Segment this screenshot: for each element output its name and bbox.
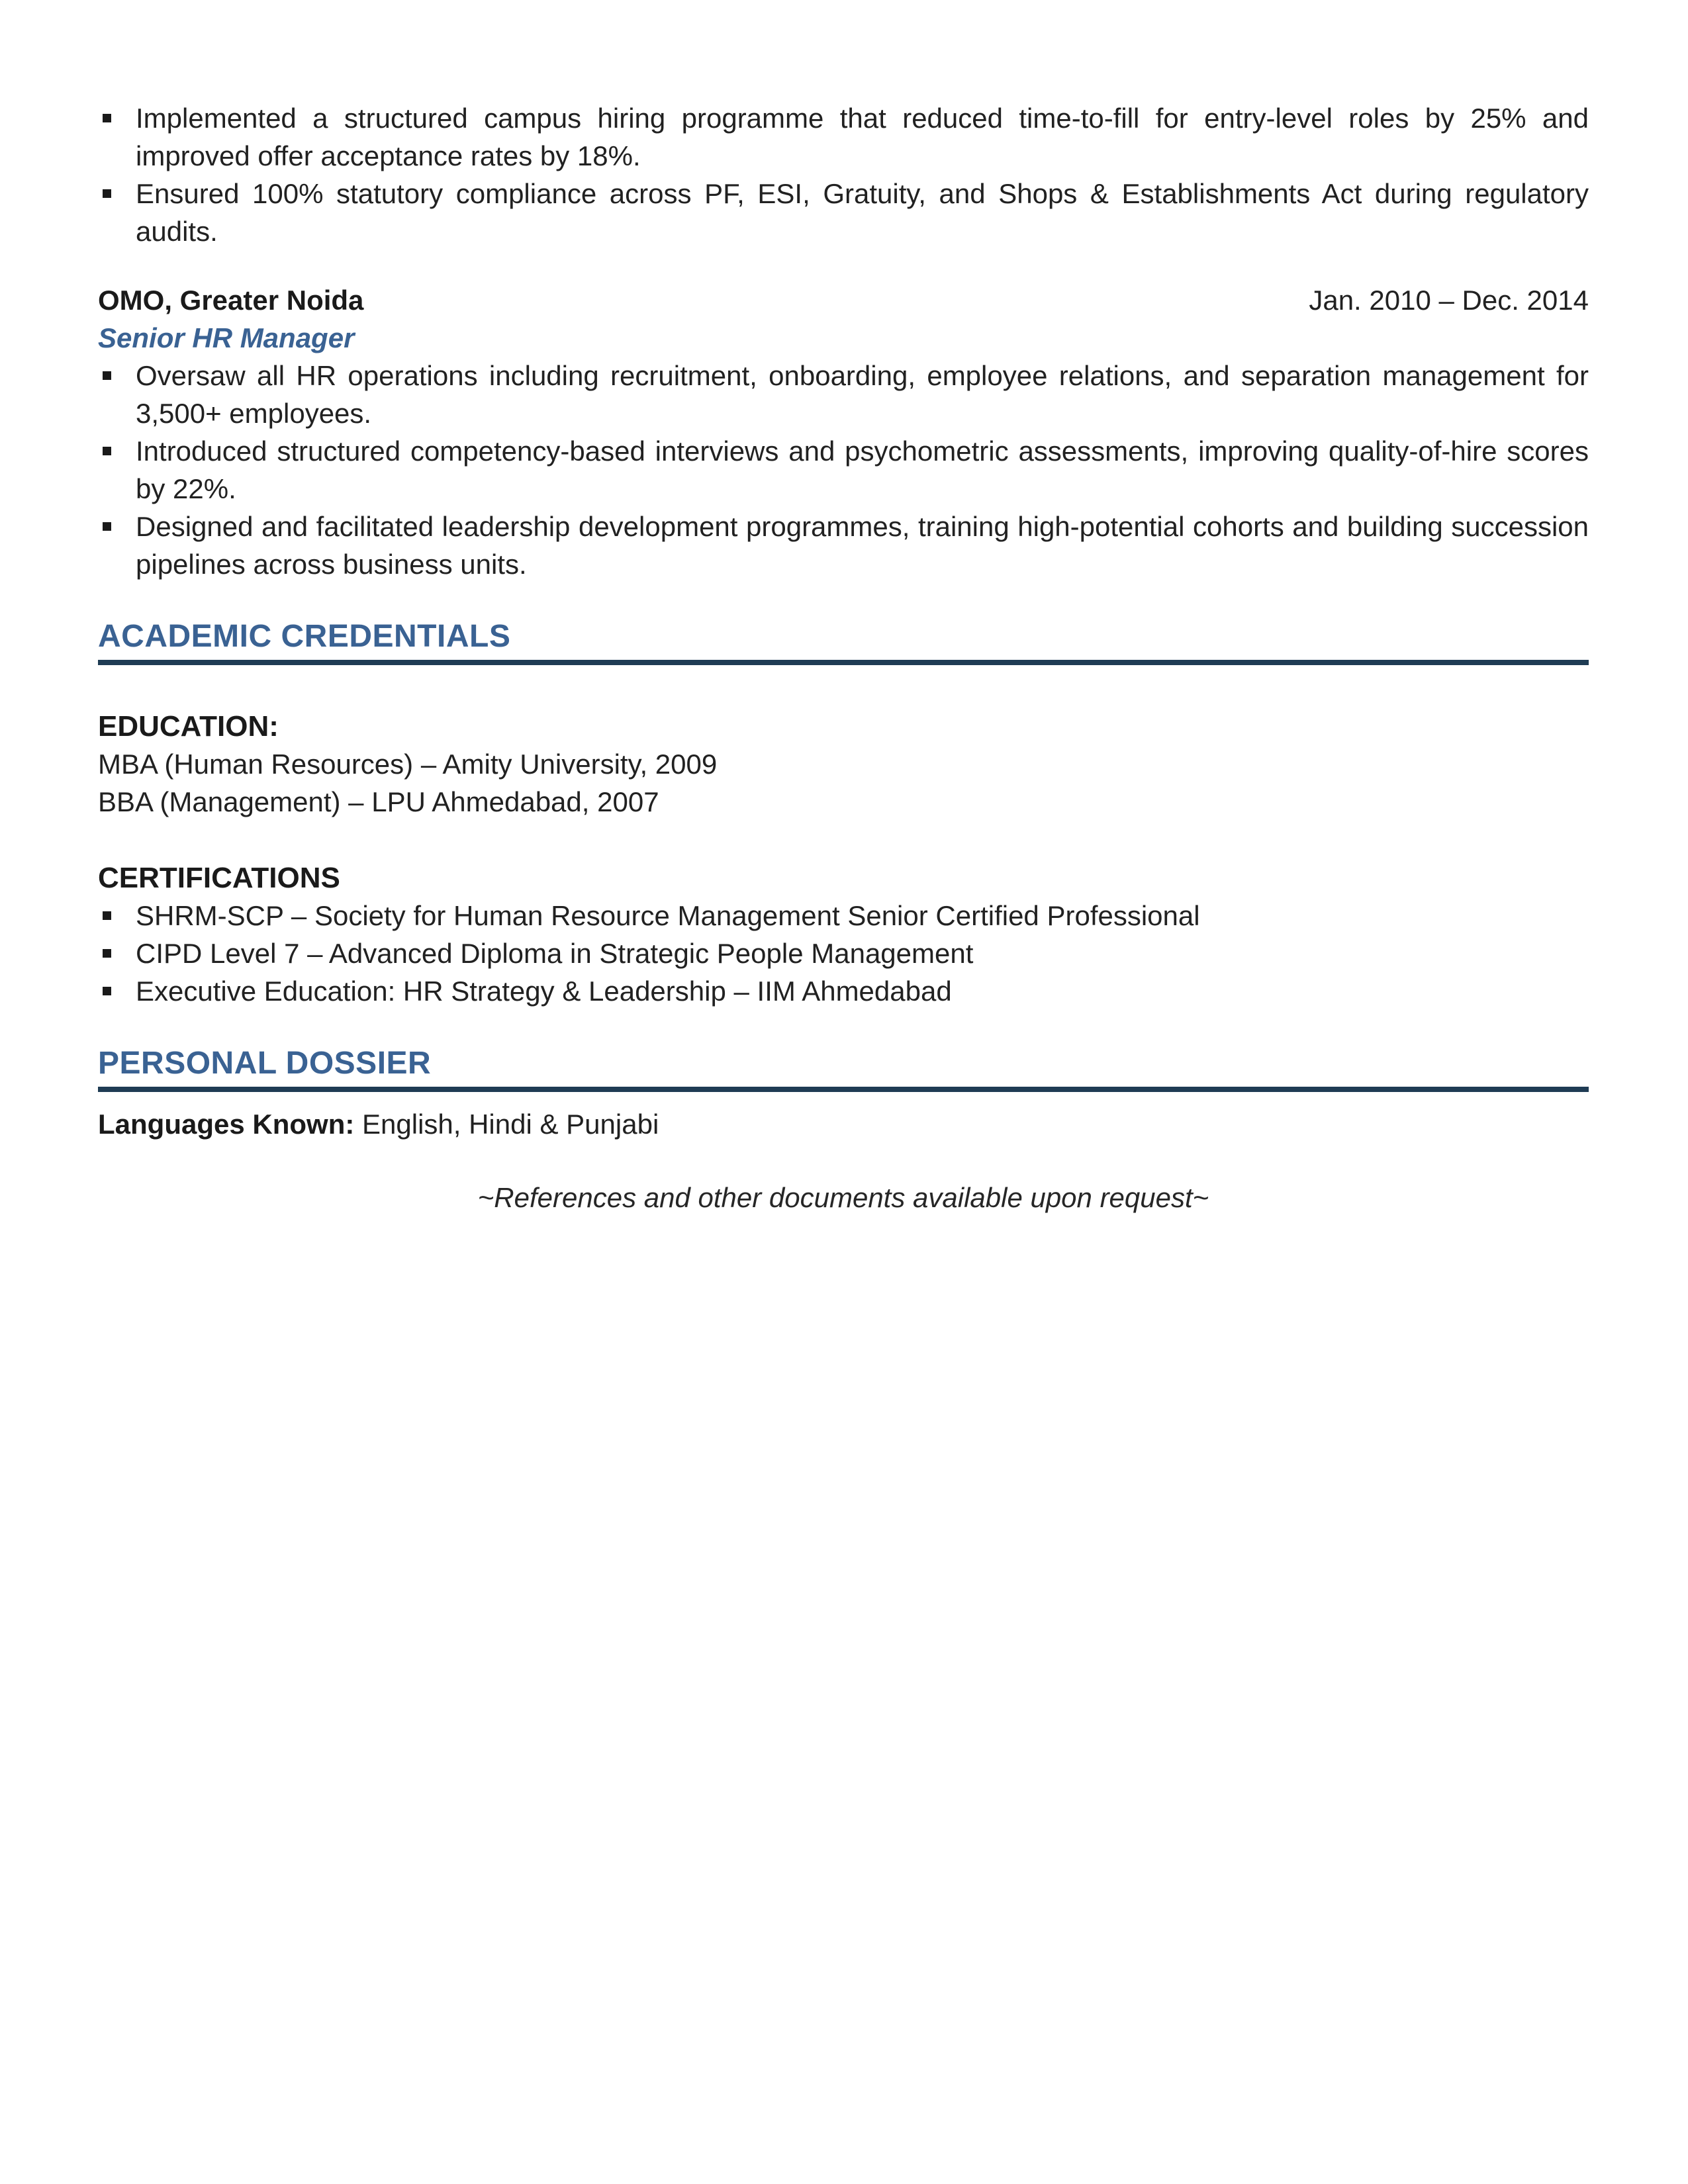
education-label: EDUCATION: [98,710,279,743]
education-line: BBA (Management) – LPU Ahmedabad, 2007 [98,786,659,817]
spacer [98,821,1589,859]
section-heading-personal-dossier: PERSONAL DOSSIER [98,1046,432,1081]
bullet-text: Executive Education: HR Strategy & Leadership – IIM Ahmedabad [136,976,952,1007]
bullet-icon [103,949,111,958]
list-item [98,972,1589,1010]
bullet-text: Implemented a structured campus hiring programme that reduced time-to-fill for entry-level roles by 25% and improved offer acceptance rates by 18%. [136,103,1589,171]
languages-line [98,1105,1589,1143]
bullet-text: Introduced structured competency-based interviews and psychometric assessments, improving quality-of-hire scores by 22%. [136,435,1589,504]
previous-role-bullet-list [98,99,1589,250]
job-bullet-list [98,357,1589,583]
bullet-text: Ensured 100% statutory compliance across PF, ESI, Gratuity, and Shops & Establishments Act during regulatory audits. [136,178,1589,247]
spacer [98,1010,1589,1046]
spacer [98,665,1589,707]
bullet-icon [103,987,111,995]
certifications-label: CERTIFICATIONS [98,862,340,894]
certifications-bullet-list [98,897,1589,1010]
company-name: OMO, Greater Noida [98,285,364,316]
bullet-text: Designed and facilitated leadership development programmes, training high-potential cohorts and building succession pipelines across business units. [136,511,1589,580]
bullet-icon [103,911,111,920]
job-title: Senior HR Manager [98,322,355,353]
bullet-icon [103,522,111,531]
list-item [98,508,1589,583]
job-dates: Jan. 2010 – Dec. 2014 [1309,285,1589,316]
section-rule [98,660,1589,665]
list-item [98,897,1589,934]
bullet-text: SHRM-SCP – Society for Human Resource Management Senior Certified Professional [136,900,1200,931]
references-note: ~References and other documents available upon request~ [477,1182,1209,1213]
list-item [98,934,1589,972]
bullet-text: CIPD Level 7 – Advanced Diploma in Strategic People Management [136,938,974,969]
languages-value: English, Hindi & Punjabi [362,1109,659,1140]
list-item [98,175,1589,250]
languages-label: Languages Known: [98,1109,355,1140]
list-item [98,432,1589,508]
spacer [98,583,1589,619]
section-rule [98,1087,1589,1092]
section-heading-academic-credentials: ACADEMIC CREDENTIALS [98,619,511,654]
education-line: MBA (Human Resources) – Amity University, 2009 [98,749,718,780]
list-item [98,99,1589,175]
bullet-icon [103,189,111,198]
bullet-icon [103,371,111,380]
job-header [98,281,1589,319]
list-item [98,357,1589,432]
education-list [98,745,1589,821]
bullet-icon [103,447,111,455]
bullet-text: Oversaw all HR operations including recruitment, onboarding, employee relations, and separation management for 3,500+ employees. [136,360,1589,429]
bullet-icon [103,114,111,122]
